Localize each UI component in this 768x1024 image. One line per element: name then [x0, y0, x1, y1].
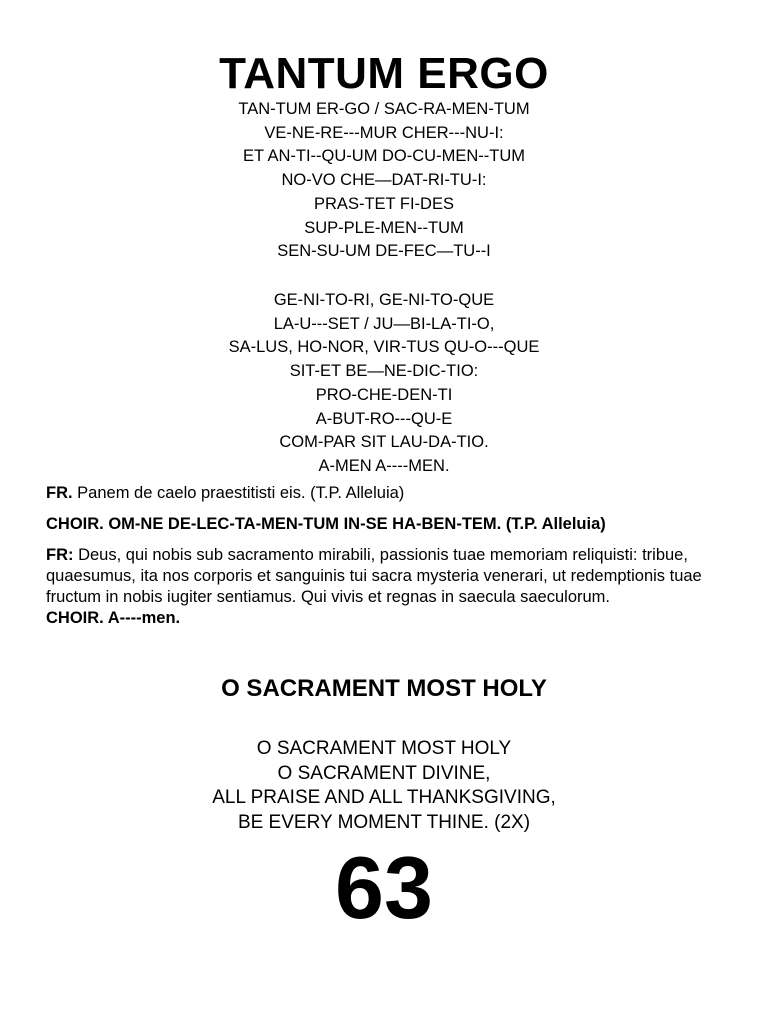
prayer-label: FR: [46, 546, 74, 564]
hymn-line: BE EVERY MOMENT THINE. (2X) [237, 811, 531, 833]
verse-line: LA-U---SET / JU—BI-LA-TI-O, [273, 314, 495, 333]
verse-line: SA-LUS, HO-NOR, VIR-TUS QU-O---QUE [228, 338, 540, 357]
prayer-response: CHOIR. A----men. [46, 609, 181, 627]
choir-response: CHOIR. OM-NE DE-LEC-TA-MEN-TUM IN-SE HA-BEN-TEM. (T.P. Alleluia) [46, 515, 606, 533]
hymn-line: O SACRAMENT MOST HOLY [256, 738, 512, 759]
hymn-line: O SACRAMENT DIVINE, [277, 762, 491, 784]
versicle [46, 483, 726, 504]
hymn-line: ALL PRAISE AND ALL THANKSGIVING, [212, 787, 556, 809]
prayer [46, 545, 726, 629]
hymn-title: O SACRAMENT MOST HOLY [221, 675, 547, 702]
verse-line: ET AN-TI--QU-UM DO-CU-MEN--TUM [243, 147, 525, 166]
verse-line: PRO-CHE-DEN-TI [315, 385, 453, 404]
versicle-label: FR. [46, 484, 73, 502]
page-number: 63 [335, 838, 433, 937]
verse-two [0, 289, 768, 479]
verse-line: A-MEN A----MEN. [318, 456, 450, 475]
verse-line: COM-PAR SIT LAU-DA-TIO. [279, 433, 489, 452]
versicle-text: Panem de caelo praestitisti eis. (T.P. Alleluia) [72, 484, 405, 502]
verse-line: PRAS-TET FI-DES [314, 194, 454, 213]
verse-line: NO-VO CHE—DAT-RI-TU-I: [281, 171, 487, 190]
verse-line: VE-NE-RE---MUR CHER---NU-I: [264, 123, 504, 142]
verse-line: SEN-SU-UM DE-FEC—TU--I [277, 242, 491, 261]
page-title: TANTUM ERGO [219, 49, 549, 98]
hymn-lyrics [0, 737, 768, 835]
prayer-text: Deus, qui nobis sub sacramento mirabili, passionis tuae memoriam reliquisti: tribue, quaesumus, ita nos corporis et sanguinis tui sacra mysteria venerari, ut redemptionis tuae fructum in nobis iugiter sentiamus. Qui vivis et regnas in saecula saeculorum. [46, 546, 702, 606]
verse-one [0, 98, 768, 264]
verse-line: TAN-TUM ER-GO / SAC-RA-MEN-TUM [238, 100, 530, 118]
verse-line: SUP-PLE-MEN--TUM [304, 218, 464, 237]
verse-line: SIT-ET BE—NE-DIC-TIO: [289, 362, 479, 381]
verse-line: A-BUT-RO---QU-E [315, 409, 453, 428]
verse-line: GE-NI-TO-RI, GE-NI-TO-QUE [273, 291, 495, 309]
